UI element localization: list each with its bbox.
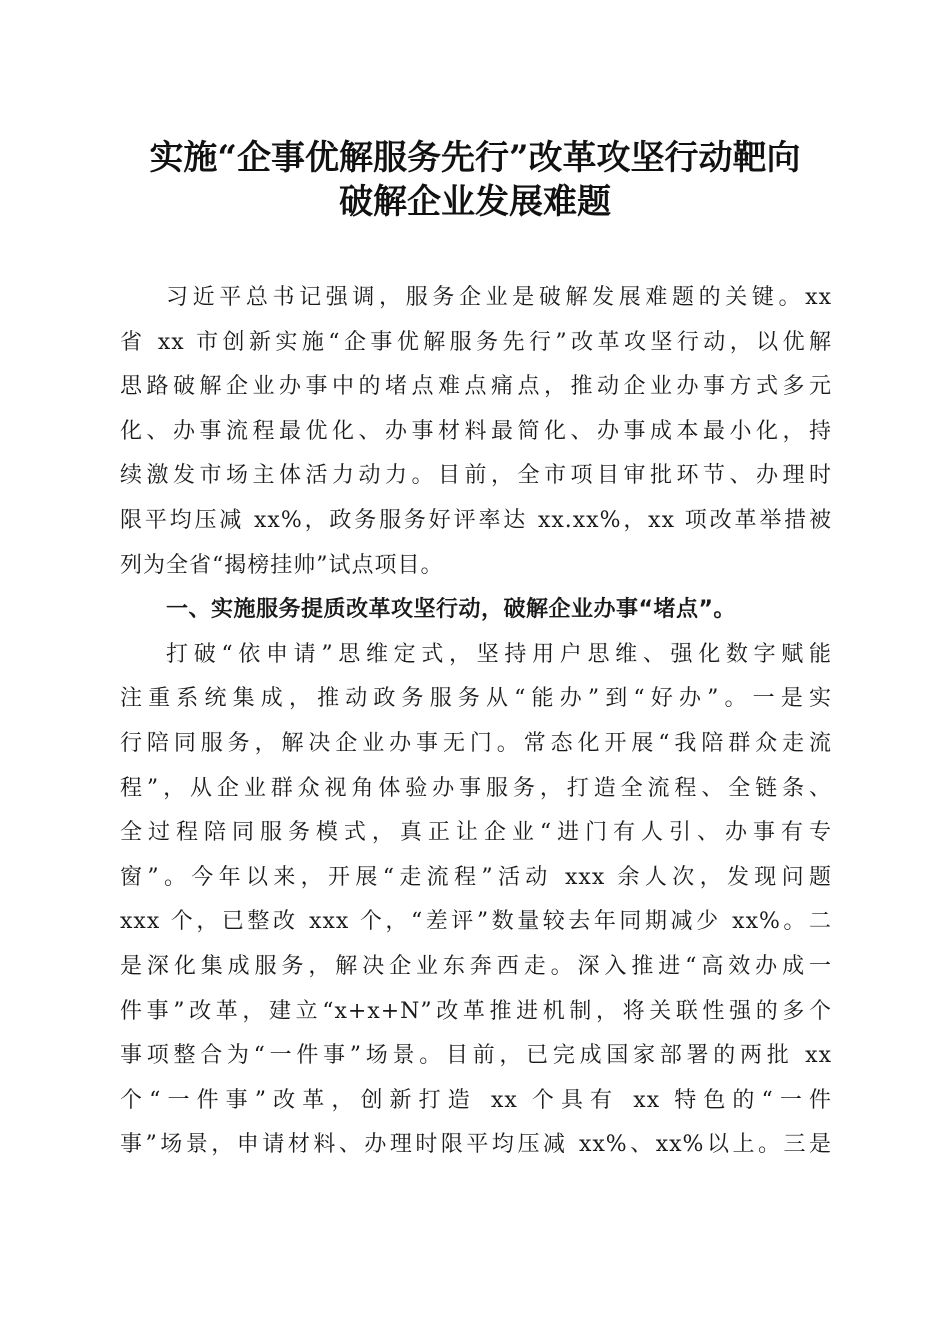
paragraph-1-line: 限平均压减 xx%，政务服务好评率达 xx.xx%，xx 项改革举措被 bbox=[120, 507, 832, 533]
document-title-line-2: 破解企业发展难题 bbox=[339, 182, 611, 222]
document-title-line-1: 实施“企事优解服务先行”改革攻坚行动靶向 bbox=[149, 138, 801, 178]
paragraph-1-line: 列为全省“揭榜挂帅”试点项目。 bbox=[120, 552, 444, 578]
document-body bbox=[120, 276, 832, 1168]
paragraph-1-line: 思路破解企业办事中的堵点难点痛点，推动企业办事方式多元 bbox=[120, 374, 832, 400]
paragraph-1-line: 习近平总书记强调，服务企业是破解发展难题的关键。xx bbox=[166, 285, 832, 310]
paragraph-2-line: 行陪同服务，解决企业办事无门。常态化开展“我陪群众走流 bbox=[120, 730, 832, 756]
paragraph-1-line: 续激发市场主体活力动力。目前，全市项目审批环节、办理时 bbox=[120, 463, 832, 489]
paragraph-2-line: 窗”。今年以来，开展“走流程”活动 xxx 余人次，发现问题 bbox=[120, 864, 832, 890]
paragraph-2-line: 个“一件事”改革，创新打造 xx 个具有 xx 特色的“一件 bbox=[120, 1087, 832, 1113]
paragraph-1-line: 省 xx 市创新实施“企事优解服务先行”改革攻坚行动，以优解 bbox=[120, 329, 832, 355]
paragraph-2-line: 事”场景，申请材料、办理时限平均压减 xx%、xx%以上。三是 bbox=[120, 1132, 832, 1158]
paragraph-2-line: 程”，从企业群众视角体验办事服务，打造全流程、全链条、 bbox=[120, 775, 832, 801]
paragraph-2-line: 事项整合为“一件事”场景。目前，已完成国家部署的两批 xx bbox=[120, 1043, 832, 1069]
section-heading-1: 一、实施服务提质改革攻坚行动，破解企业办事“堵点”。 bbox=[166, 597, 736, 623]
paragraph-2-line: 是深化集成服务，解决企业东奔西走。深入推进“高效办成一 bbox=[120, 953, 832, 979]
paragraph-2-line: 打破“依申请”思维定式，坚持用户思维、强化数字赋能 bbox=[166, 641, 832, 667]
paragraph-2-line: 全过程陪同服务模式，真正让企业“进门有人引、办事有专 bbox=[120, 820, 832, 846]
paragraph-2-line: xxx 个，已整改 xxx 个，“差评”数量较去年同期减少 xx%。二 bbox=[120, 909, 832, 935]
paragraph-2-line: 件事”改革，建立“x+x+N”改革推进机制，将关联性强的多个 bbox=[120, 998, 832, 1024]
paragraph-2-line: 注重系统集成，推动政务服务从“能办”到“好办”。一是实 bbox=[120, 686, 832, 712]
paragraph-1-line: 化、办事流程最优化、办事材料最简化、办事成本最小化，持 bbox=[120, 418, 832, 444]
